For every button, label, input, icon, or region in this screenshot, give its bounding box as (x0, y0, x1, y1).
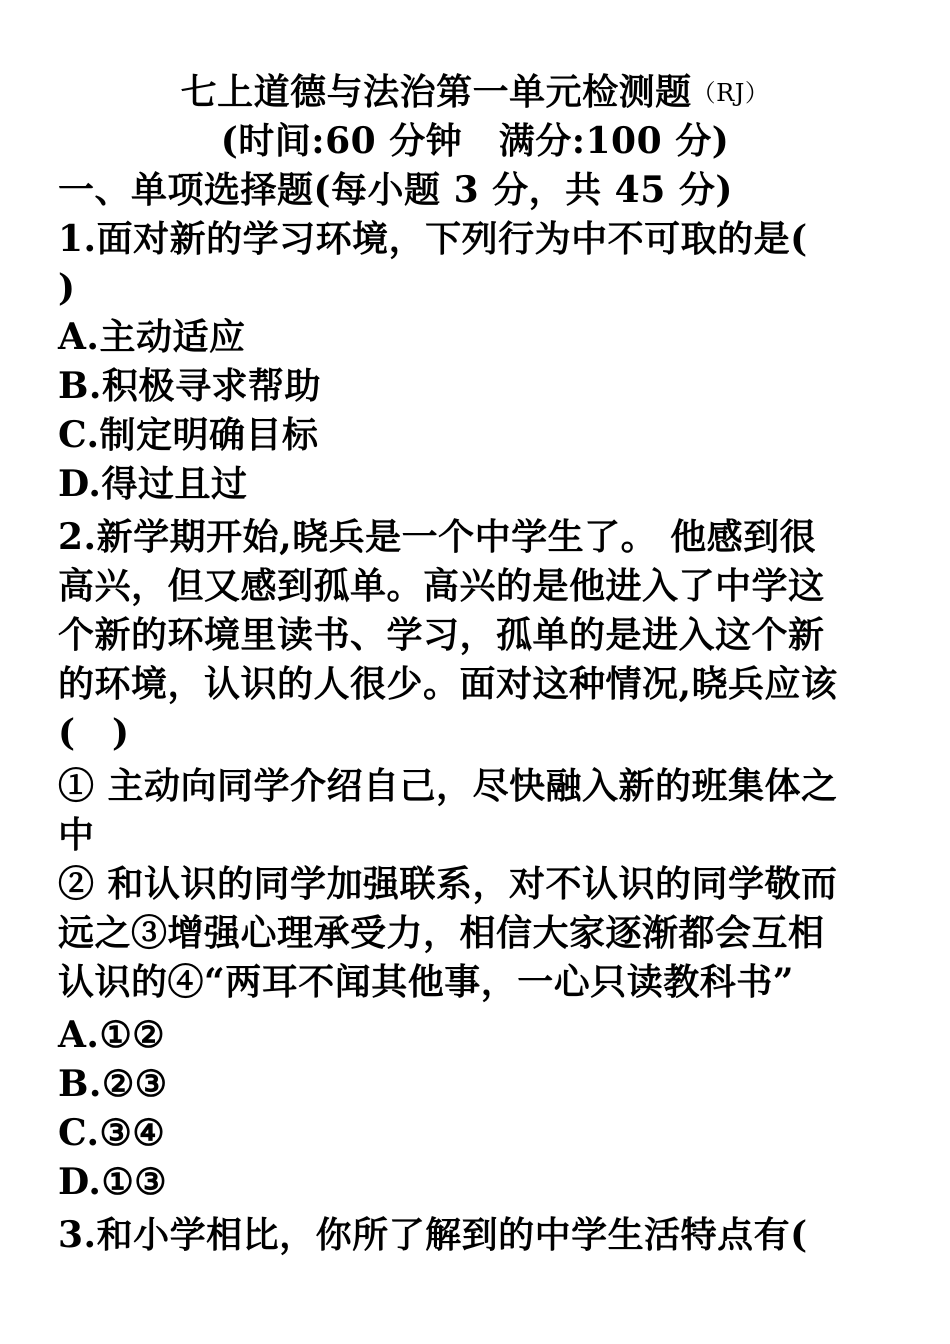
question-1-option-a: A.主动适应 (58, 316, 246, 358)
question-2-option-a: A.①② (58, 1014, 166, 1056)
question-1-stem-line-2: ) (58, 267, 76, 309)
question-2-stem-line-4: 的环境，认识的人很少。面对这种情况,晓兵应该 (58, 663, 838, 705)
question-2-stem-line-3: 个新的环境里读书、学习，孤单的是进入这个新 (58, 614, 825, 656)
question-1-option-b: B.积极寻求帮助 (58, 365, 321, 407)
question-2-option-c: C.③④ (58, 1112, 166, 1154)
question-2-option-b: B.②③ (58, 1063, 168, 1105)
question-2-statement-line-2: 中 (58, 814, 95, 856)
question-2-option-d: D.①③ (58, 1161, 168, 1203)
question-2-stem-line-1: 2.新学期开始,晓兵是一个中学生了。 他感到很 (58, 516, 817, 558)
question-2-statement-line-4: 远之③增强心理承受力，相信大家逐渐都会互相 (58, 912, 825, 954)
edition-tag: （RJ） (691, 79, 770, 107)
question-1-option-d: D.得过且过 (58, 463, 248, 505)
question-2-stem-line-2: 高兴，但又感到孤单。高兴的是他进入了中学这 (58, 565, 825, 607)
question-3-stem-line-1: 3.和小学相比，你所了解到的中学生活特点有( (58, 1214, 808, 1256)
question-2-statement-line-5: 认识的④“两耳不闻其他事，一心只读教科书” (58, 961, 794, 1003)
question-2-statement-line-1: ① 主动向同学介绍自己，尽快融入新的班集体之 (58, 765, 838, 807)
section-heading: 一、单项选择题(每小题 3 分，共 45 分) (58, 169, 733, 211)
question-1-option-c: C.制定明确目标 (58, 414, 319, 456)
question-2-statement-line-3: ② 和认识的同学加强联系，对不认识的同学敬而 (58, 863, 838, 905)
question-2-stem-line-5: ( ) (58, 712, 130, 754)
document-title (0, 68, 950, 118)
exam-info: (时间:60 分钟 满分:100 分) (220, 120, 730, 162)
title-text: 七上道德与法治第一单元检测题 (180, 71, 692, 113)
question-1-stem-line-1: 1.面对新的学习环境，下列行为中不可取的是( (58, 218, 808, 260)
